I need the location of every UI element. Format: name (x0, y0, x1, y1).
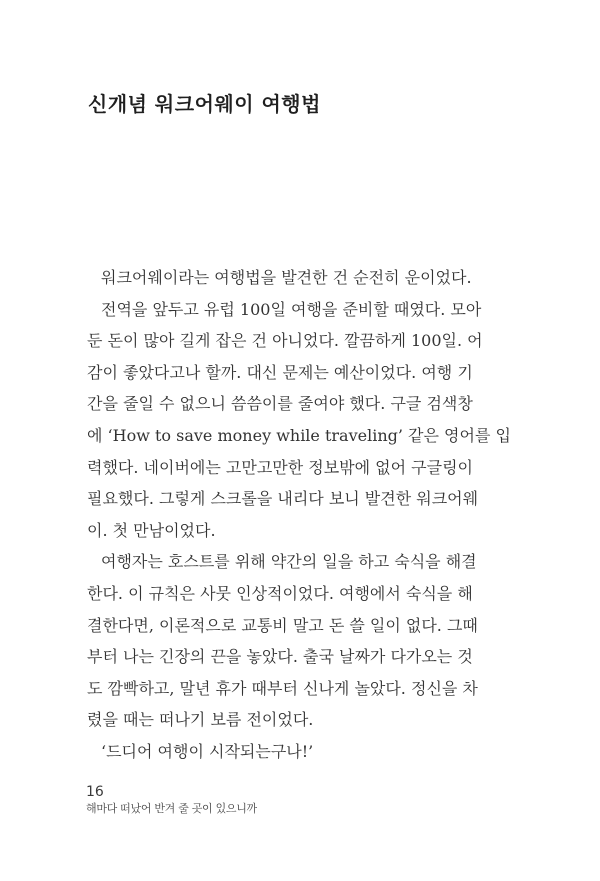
body-line: 필요했다. 그렇게 스크롤을 내리다 보니 발견한 워크어웨 (87, 489, 479, 509)
body-line: 력했다. 네이버에는 고만고만한 정보밖에 없어 구글링이 (87, 457, 474, 477)
body-line: 전역을 앞두고 유럽 100일 여행을 준비할 때였다. 모아 (101, 299, 482, 319)
body-line: 둔 돈이 많아 길게 잡은 건 아니었다. 깔끔하게 100일. 어 (87, 331, 483, 351)
page-footer (86, 783, 257, 817)
chapter-title: 신개념 워크어웨이 여행법 (88, 92, 321, 116)
page-number: 16 (86, 784, 104, 800)
body-line: 워크어웨이라는 여행법을 발견한 건 순전히 운이었다. (101, 268, 472, 287)
body-line: 여행자는 호스트를 위해 약간의 일을 하고 숙식을 해결 (101, 552, 477, 572)
body-line: 결한다면, 이론적으로 교통비 말고 돈 쓸 일이 없다. 그때 (87, 615, 478, 635)
body-line: 에 ‘How to save money while traveling’ 같은 영어를 입 (87, 425, 511, 445)
body-line: 렸을 때는 떠나기 보름 전이었다. (87, 710, 314, 730)
body-line: ‘드디어 여행이 시작되는구나!’ (101, 741, 314, 761)
running-title: 해마다 떠났어 반겨 줄 곳이 있으니까 (86, 802, 257, 815)
body-line: 한다. 이 규칙은 사뭇 인상적이었다. 여행에서 숙식을 해 (87, 583, 473, 603)
body-line: 이. 첫 만남이었다. (87, 520, 216, 540)
body-line: 부터 나는 긴장의 끈을 놓았다. 출국 날짜가 다가오는 것 (87, 647, 473, 667)
body-line: 감이 좋았다고나 할까. 대신 문제는 예산이었다. 여행 기 (87, 362, 473, 382)
body-line: 도 깜빡하고, 말년 휴가 때부터 신나게 놀았다. 정신을 차 (87, 678, 478, 698)
body-text (87, 262, 511, 768)
body-line: 간을 줄일 수 없으니 씀씀이를 줄여야 했다. 구글 검색창 (87, 394, 473, 414)
